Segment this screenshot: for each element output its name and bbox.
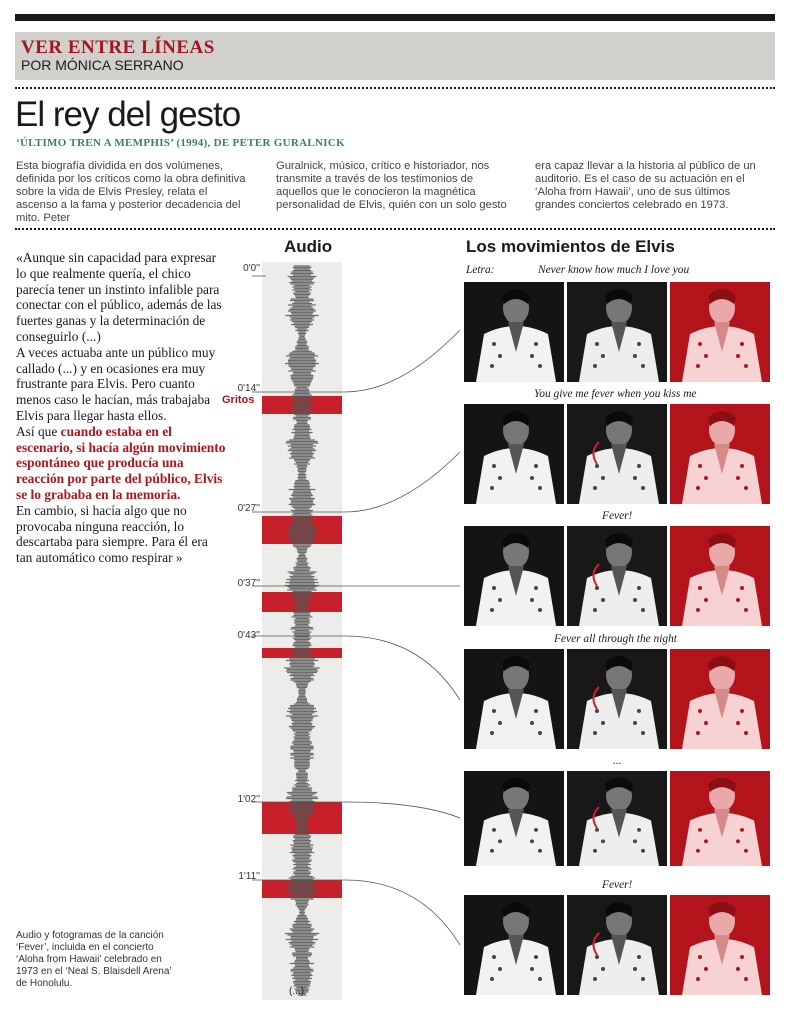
intro-column-1: Esta biografía dividida en dos volúmenes, definida por los críticos como la obra definitiva sobre la vida de Elvis Presley, relata el ascenso a la fama y posterior decadencia del mito. Peter bbox=[16, 160, 246, 224]
elvis-frame bbox=[567, 771, 667, 866]
elvis-frame bbox=[464, 649, 564, 749]
elvis-frame bbox=[670, 404, 770, 504]
audio-waveform bbox=[262, 262, 342, 1000]
elvis-frame bbox=[567, 282, 667, 382]
elvis-frame bbox=[567, 649, 667, 749]
byline: POR MÓNICA SERRANO bbox=[21, 57, 184, 73]
waveform-trace bbox=[284, 266, 320, 995]
lyric-line: Fever! bbox=[602, 879, 633, 891]
movements-title: Los movimientos de Elvis bbox=[466, 237, 675, 256]
elvis-frame bbox=[464, 895, 564, 995]
elvis-frame bbox=[464, 526, 564, 626]
elvis-frame bbox=[670, 649, 770, 749]
divider bbox=[15, 228, 775, 230]
elvis-frame bbox=[464, 771, 564, 866]
elvis-frame bbox=[670, 771, 770, 866]
lyric-line: Fever! bbox=[602, 510, 633, 522]
elvis-frame bbox=[670, 282, 770, 382]
book-subtitle: ‘ÚLTIMO TREN A MEMPHIS’ (1994), DE PETER GURALNICK bbox=[16, 137, 345, 149]
lyric-line: You give me fever when you kiss me bbox=[534, 388, 697, 400]
quote-highlight: cuando estaba en el escenario, si hacía algún movimiento espontáneo que producía una reacción por parte del público, Elvis se lo grababa en la memoria. bbox=[16, 423, 226, 502]
lyrics-label: Letra: bbox=[466, 264, 495, 276]
screams-label: Gritos bbox=[222, 394, 255, 406]
time-marker: 0'27'' bbox=[237, 503, 260, 514]
elvis-frame bbox=[567, 404, 667, 504]
elvis-frame bbox=[567, 895, 667, 995]
lyric-line: Never know how much I love you bbox=[538, 264, 690, 276]
time-marker: 0'43'' bbox=[237, 630, 260, 641]
audio-title: Audio bbox=[284, 237, 333, 256]
elvis-frame bbox=[670, 895, 770, 995]
quote-part: Así que bbox=[16, 423, 58, 439]
time-marker: 0'14'' bbox=[237, 383, 260, 394]
guralnick-quote bbox=[16, 250, 226, 566]
figure-caption: Audio y fotogramas de la canción ‘Fever’, incluida en el concierto ‘Aloha from Hawaii’ celebrado en 1973 en el ‘Neal S. Blaisdell Arena’ de Honolulu. bbox=[16, 930, 172, 989]
elvis-frame bbox=[464, 404, 564, 504]
quote-part: En cambio, si hacía algo que no provocaba ninguna reacción, lo descartaba para siempre. Para él era tan automático como respirar » bbox=[16, 502, 208, 566]
time-marker: 1'11'' bbox=[238, 871, 260, 882]
intro-column-2: Guralnick, músico, crítico e historiador, nos transmite a través de los testimonios de aquellos que le conocieron la magnética personalidad de Elvis, quién con un solo gesto bbox=[276, 160, 507, 211]
intro-column-3: era capaz llevar a la historia al público de un auditorio. Es el caso de su actuación en el ‘Aloha from Hawaii’, uno de sus últimos grandes conciertos celebrado en 1973. bbox=[535, 160, 756, 211]
elvis-frame bbox=[670, 526, 770, 626]
time-marker: 0'37'' bbox=[237, 578, 260, 589]
elvis-frame bbox=[464, 282, 564, 382]
page-title: El rey del gesto bbox=[15, 95, 241, 134]
elvis-frame bbox=[567, 526, 667, 626]
section-title: VER ENTRE LÍNEAS bbox=[21, 37, 215, 58]
quote-part: A veces actuaba ante un público muy callado (...) y en ocasiones era muy frustrante para Elvis. Pero cuanto menos caso le hacían, más trabajaba Elvis para llegar hasta ellos. bbox=[16, 344, 216, 423]
waveform-graphic bbox=[262, 262, 342, 1000]
lyric-line: ... bbox=[613, 755, 622, 767]
top-rule bbox=[15, 14, 775, 21]
section-header bbox=[15, 32, 775, 80]
time-marker: 0'0'' bbox=[243, 263, 260, 274]
quote-part: «Aunque sin capacidad para expresar lo que realmente quería, el chico parecía tener un instinto infalible para conectar con el público, además de las fuertes ganas y la determinación de conseguirlo (...) bbox=[16, 250, 222, 344]
time-marker: 1'02'' bbox=[237, 794, 260, 805]
divider bbox=[15, 87, 775, 89]
audio-continues: (...) bbox=[289, 986, 304, 997]
lyric-line: Fever all through the night bbox=[554, 633, 677, 645]
